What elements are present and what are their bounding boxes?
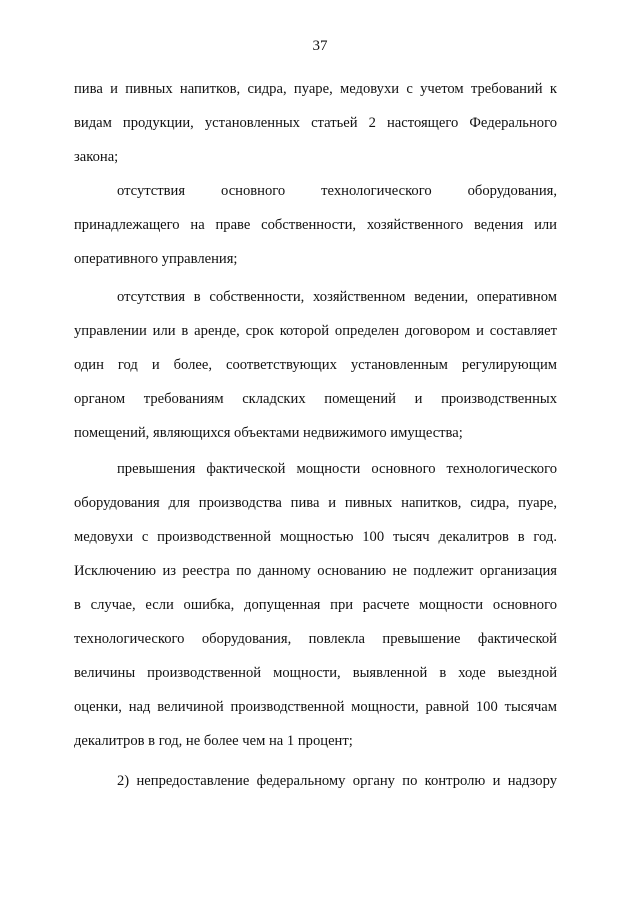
text-line: медовухи с производственной мощностью 100 тысяч декалитров в год. [74, 529, 557, 545]
text-line: в случае, если ошибка, допущенная при расчете мощности основного [74, 597, 557, 613]
text-line: один год и более, соответствующих установленным регулирующим [74, 357, 557, 373]
page-number: 37 [312, 38, 328, 54]
text-line: управлении или в аренде, срок которой определен договором и составляет [74, 323, 557, 339]
text-line: принадлежащего на праве собственности, хозяйственного ведения или [74, 217, 557, 233]
text-line: видам продукции, установленных статьей 2 настоящего Федерального [74, 115, 557, 131]
text-line: пива и пивных напитков, сидра, пуаре, медовухи с учетом требований к [74, 81, 557, 97]
text-line: величины производственной мощности, выявленной в ходе выездной [74, 665, 557, 681]
text-line: отсутствия основного технологического оборудования, [117, 183, 557, 199]
text-line: оборудования для производства пива и пивных напитков, сидра, пуаре, [74, 495, 557, 511]
text-line: органом требованиям складских помещений и производственных [74, 391, 557, 407]
text-line: оценки, над величиной производственной мощности, равной 100 тысячам [74, 699, 557, 715]
text-line: технологического оборудования, повлекла превышение фактической [74, 631, 557, 647]
text-line: превышения фактической мощности основного технологического [117, 461, 557, 477]
text-line: закона; [74, 149, 119, 165]
text-line: Исключению из реестра по данному основанию не подлежит организация [74, 563, 557, 579]
text-line: оперативного управления; [74, 251, 238, 267]
text-line: отсутствия в собственности, хозяйственном ведении, оперативном [117, 289, 557, 305]
text-line: 2) непредоставление федеральному органу по контролю и надзору [117, 773, 557, 789]
text-line: декалитров в год, не более чем на 1 процент; [74, 733, 353, 749]
text-line: помещений, являющихся объектами недвижимого имущества; [74, 425, 463, 441]
